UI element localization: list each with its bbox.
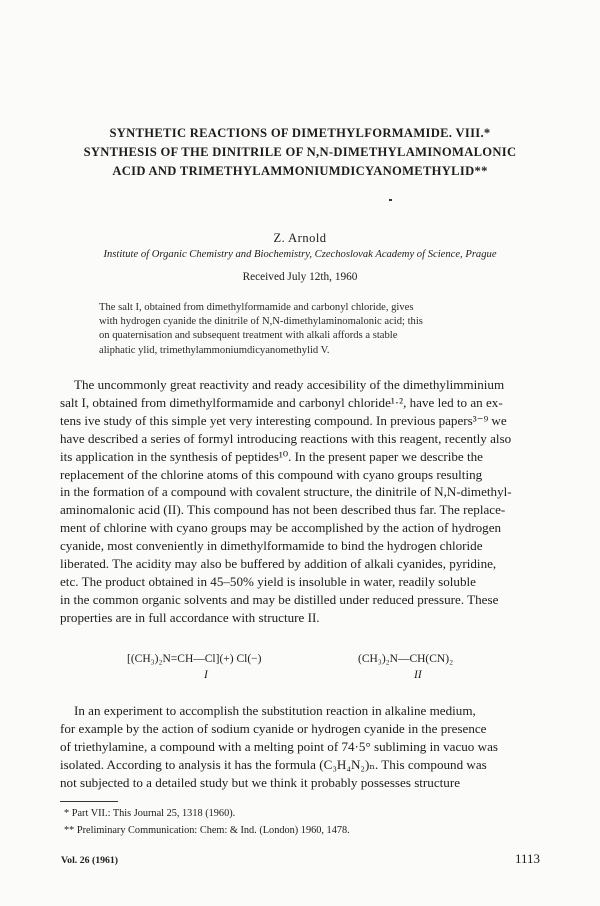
formula-ii: (CH₃)₂N—CH(CN)₂ xyxy=(358,653,454,665)
title-line-1: SYNTHETIC REACTIONS OF DIMETHYLFORMAMIDE. VIII.* xyxy=(109,126,491,140)
footnote-2: ** Preliminary Communication: Chem: & Ind. (London) 1960, 1478. xyxy=(64,824,350,836)
abstract xyxy=(99,301,499,358)
body-line: not subjected to a detailed study but we think it probably possesses structure xyxy=(60,774,461,790)
body-line: The uncommonly great reactivity and ready accesibility of the dimethylimminium xyxy=(74,377,505,392)
body-paragraph-1 xyxy=(60,376,560,627)
body-line: have described a series of formyl introducing reactions with this reagent, recently also xyxy=(60,430,512,446)
author-affiliation: Institute of Organic Chemistry and Biochemistry, Czechoslovak Academy of Science, Prague xyxy=(103,249,497,260)
journal-volume: Vol. 26 (1961) xyxy=(61,855,119,866)
received-date: Received July 12th, 1960 xyxy=(242,271,358,283)
body-line: of triethylamine, a compound with a melting point of 74·5° subliming in vacuo was xyxy=(60,738,498,754)
body-line: for example by the action of sodium cyanide or hydrogen cyanide in the presence xyxy=(60,720,487,736)
body-line: tens ive study of this simple yet very interesting compound. In previous papers³⁻⁹ we xyxy=(60,412,507,428)
formula-ii-label: II xyxy=(414,669,422,681)
body-paragraph-2 xyxy=(60,702,560,792)
body-line: in the formation of a compound with covalent structure, the dinitrile of N,N-dimethyl- xyxy=(60,484,512,500)
body-line: replacement of the chlorine atoms of this compound with cyano groups resulting xyxy=(60,466,483,482)
footnote-divider xyxy=(60,801,118,802)
body-line: in the common organic solvents and may be distilled under reduced pressure. These xyxy=(60,591,499,607)
footnotes xyxy=(64,806,350,839)
page-number: 1113 xyxy=(514,851,540,866)
article-title xyxy=(20,124,580,181)
abstract-line: on quaternisation and subsequent treatment with alkali affords a stable xyxy=(99,330,398,342)
body-line: salt I, obtained from dimethylformamide and carbonyl chloride¹·², have led to an ex- xyxy=(60,394,503,410)
body-line: aminomalonic acid (II). This compound has not been described thus far. The replace- xyxy=(60,502,506,518)
footnote-1: * Part VII.: This Journal 25, 1318 (1960). xyxy=(64,808,236,819)
title-line-2: SYNTHESIS OF THE DINITRILE OF N,N-DIMETHYLAMINOMALONIC xyxy=(83,145,517,159)
body-line: isolated. According to analysis it has the formula (C₃H₄N₂)ₙ. This compound was xyxy=(60,756,487,772)
formula-i-label: I xyxy=(204,669,208,681)
body-line: properties are in full accordance with structure II. xyxy=(60,609,320,625)
author-name: Z. Arnold xyxy=(273,231,327,245)
stray-mark xyxy=(389,199,392,201)
body-line: etc. The product obtained in 45–50% yield is insoluble in water, readily soluble xyxy=(60,573,476,589)
abstract-line: with hydrogen cyanide the dinitrile of N,N-dimethylaminomalonic acid; this xyxy=(99,316,423,328)
body-line: ment of chlorine with cyano groups may be accomplished by the action of hydrogen xyxy=(60,520,502,536)
formula-i: [(CH₃)₂N=CH—Cl](+) Cl(−) xyxy=(127,653,262,665)
title-line-3: ACID AND TRIMETHYLAMMONIUMDICYANOMETHYLID** xyxy=(112,164,488,178)
body-line: its application in the synthesis of peptides¹⁰. In the present paper we describe the xyxy=(60,448,483,464)
body-line: liberated. The acidity may also be buffered by addition of alkali cyanides, pyridine, xyxy=(60,556,497,572)
abstract-line: aliphatic ylid, trimethylammoniumdicyanomethylid V. xyxy=(99,344,330,356)
body-line: In an experiment to accomplish the substitution reaction in alkaline medium, xyxy=(74,703,476,718)
abstract-line: The salt I, obtained from dimethylformamide and carbonyl chloride, gives xyxy=(99,302,414,313)
body-line: cyanide, most conveniently in dimethylformamide to bind the hydrogen chloride xyxy=(60,538,483,554)
